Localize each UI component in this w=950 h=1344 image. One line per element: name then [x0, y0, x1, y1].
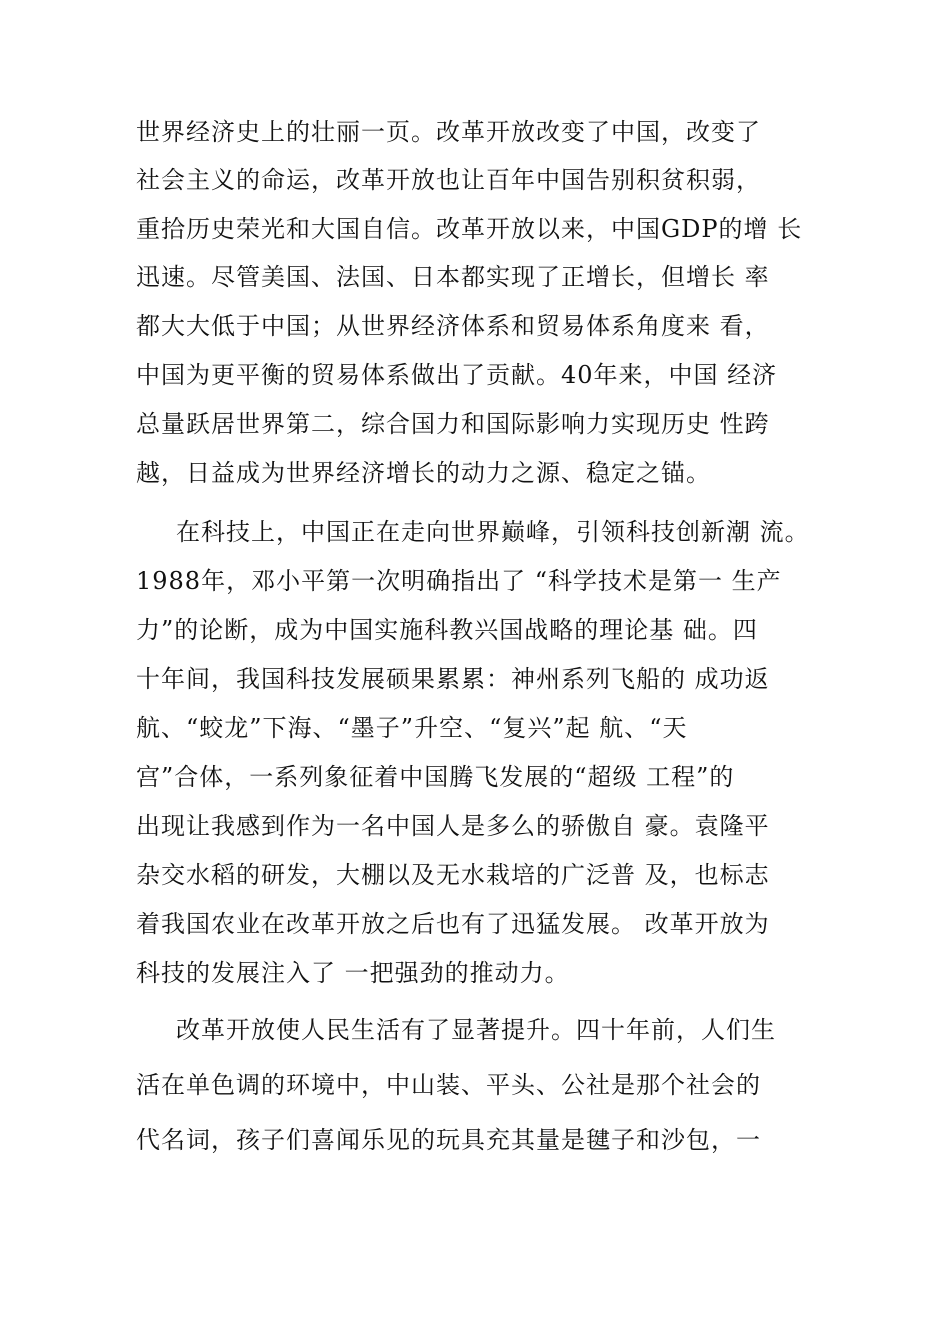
text-line: 科技的发展注入了 一把强劲的推动力。: [136, 959, 570, 987]
text-line: 世界经济史上的壮丽一页。改革开放改变了中国，改变了: [136, 118, 761, 146]
text-line: 总量跃居世界第二，综合国力和国际影响力实现历史 性跨: [136, 410, 770, 438]
text-line: 都大大低于中国；从世界经济体系和贸易体系角度来 看，: [136, 312, 770, 340]
text-line: 十年间，我国科技发展硕果累累：神州系列飞船的 成功返: [136, 665, 770, 693]
text-line: 越，日益成为世界经济增长的动力之源、稳定之锚。: [136, 459, 711, 487]
text-line: 宫”合体，一系列象征着中国腾飞发展的“超级 工程”的: [136, 763, 735, 791]
text-line: 活在单色调的环境中，中山装、平头、公社是那个社会的: [136, 1071, 761, 1099]
text-line: 1988年，邓小平第一次明确指出了 “科学技术是第一 生产: [136, 567, 782, 595]
text-line-first-indent: 在科技上，中国正在走向世界巅峰，引领科技创新潮 流。: [176, 518, 810, 546]
text-line: 着我国农业在改革开放之后也有了迅猛发展。 改革开放为: [136, 910, 770, 938]
text-line: 中国为更平衡的贸易体系做出了贡献。40年来，中国 经济: [136, 361, 778, 389]
text-line: 力”的论断，成为中国实施科教兴国战略的理论基 础。四: [136, 616, 758, 644]
text-line: 重拾历史荣光和大国自信。改革开放以来，中国GDP的增 长: [136, 215, 803, 243]
text-line: 航、“蛟龙”下海、“墨子”升空、“复兴”起 航、“天: [136, 714, 688, 742]
text-line: 出现让我感到作为一名中国人是多么的骄傲自 豪。袁隆平: [136, 812, 770, 840]
text-line-first-indent: 改革开放使人民生活有了显著提升。四十年前，人们生: [176, 1016, 776, 1044]
text-line: 杂交水稻的研发，大棚以及无水栽培的广泛普 及，也标志: [136, 861, 770, 889]
text-line: 代名词，孩子们喜闻乐见的玩具充其量是毽子和沙包，一: [136, 1126, 761, 1154]
text-line: 迅速。尽管美国、法国、日本都实现了正增长，但增长 率: [136, 263, 770, 291]
text-line: 社会主义的命运，改革开放也让百年中国告别积贫积弱，: [136, 166, 761, 194]
